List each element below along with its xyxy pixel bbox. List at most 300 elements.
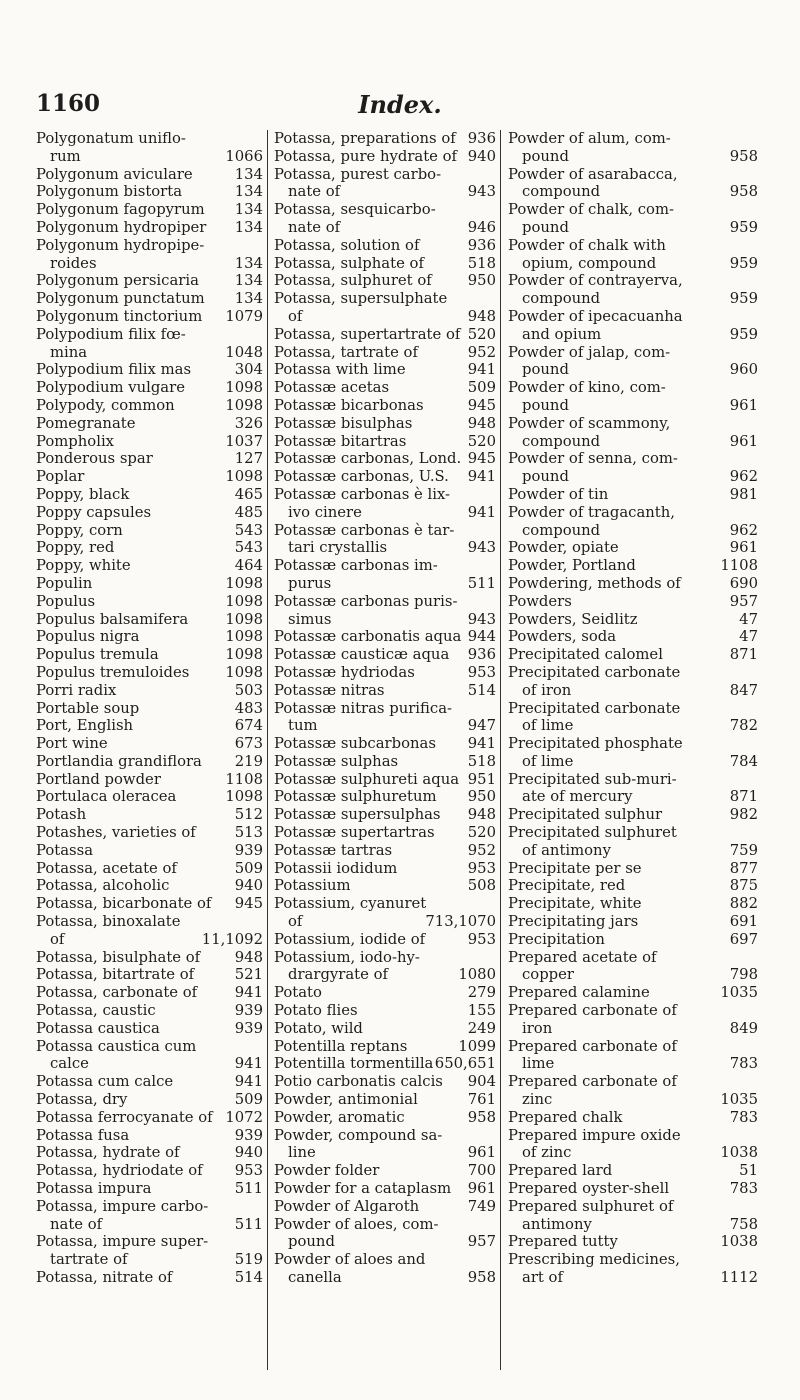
entry-page-ref: 945: [467, 396, 496, 414]
index-entry: [508, 290, 762, 308]
index-entry: [508, 183, 762, 201]
entry-term: lime: [522, 1055, 555, 1073]
entry-page-ref: 950: [467, 788, 496, 806]
index-entry: [36, 806, 267, 824]
index-entry: [36, 628, 267, 646]
index-entry: [36, 361, 267, 379]
index-entry: [508, 1144, 762, 1162]
entry-page-ref: 951: [467, 770, 496, 788]
index-entry: [36, 397, 267, 415]
entry-page-ref: 939: [234, 1002, 263, 1020]
index-entry: [508, 1216, 762, 1234]
entry-term: Potassa, hydrate of: [36, 1144, 180, 1162]
entry-term: Populus balsamifera: [36, 610, 189, 628]
entry-term: Powder folder: [274, 1162, 380, 1180]
entry-term: Potassæ bisulphas: [274, 414, 413, 432]
index-entry: [36, 1251, 267, 1269]
entry-term: Polypodium filix mas: [36, 361, 192, 379]
index-column-1: [36, 130, 268, 1370]
entry-page-ref: 520: [467, 824, 496, 842]
index-entry: [274, 539, 500, 557]
index-entry: [36, 522, 267, 540]
index-entry: [274, 361, 500, 379]
entry-term: art of: [522, 1269, 563, 1286]
index-entry: [36, 1233, 267, 1251]
index-entry: [274, 1216, 500, 1234]
entry-page-ref: 936: [467, 646, 496, 664]
entry-term: Potassa, bicarbonate of: [36, 895, 212, 913]
index-entry: [36, 308, 267, 326]
entry-page-ref: 697: [729, 930, 758, 948]
index-entry: [36, 877, 267, 895]
index-entry: [274, 1180, 500, 1198]
index-entry: [508, 824, 762, 842]
entry-page-ref: 959: [729, 218, 758, 236]
entry-page-ref: 134: [234, 201, 263, 219]
entry-page-ref: 134: [234, 165, 263, 183]
entry-page-ref: 249: [467, 1019, 496, 1037]
index-entry: [36, 664, 267, 682]
entry-page-ref: 948: [467, 806, 496, 824]
index-entry: [508, 522, 762, 540]
entry-term: Potassa, sulphuret of: [274, 272, 432, 290]
entry-term: Prepared carbonate of: [508, 1002, 677, 1020]
entry-page-ref: 946: [467, 218, 496, 236]
index-entry: [508, 1073, 762, 1091]
entry-page-ref: 465: [234, 485, 263, 503]
page-title: Index.: [358, 90, 442, 119]
entry-page-ref: 1072: [225, 1108, 263, 1126]
entry-page-ref: 1112: [720, 1269, 758, 1286]
index-entry: [36, 1020, 267, 1038]
entry-term: Polygonum bistorta: [36, 183, 183, 201]
entry-term: Potassa, bitartrate of: [36, 966, 195, 984]
index-entry: [274, 326, 500, 344]
entry-page-ref: 543: [234, 539, 263, 557]
entry-term: Powder of tragacanth,: [508, 503, 675, 521]
entry-term: Potassæ carbonas, U.S.: [274, 468, 449, 486]
entry-term: Potassæ bicarbonas: [274, 396, 424, 414]
entry-term: Populus tremuloides: [36, 663, 190, 681]
entry-term: Potash: [36, 806, 87, 824]
entry-term: Potassa, preparations of: [274, 130, 456, 147]
entry-page-ref: 134: [234, 183, 263, 201]
index-entry: [36, 183, 267, 201]
entry-term: Pomegranate: [36, 414, 136, 432]
entry-term: Potassa caustica: [36, 1019, 160, 1037]
entry-page-ref: 512: [234, 806, 263, 824]
index-entry: [36, 646, 267, 664]
entry-term: Powder, compound sa-: [274, 1126, 443, 1144]
entry-term: Powder of chalk, com-: [508, 201, 674, 219]
entry-page-ref: 783: [729, 1055, 758, 1073]
index-entry: [274, 1198, 500, 1216]
entry-term: ivo cinere: [288, 503, 362, 521]
entry-term: Precipitating jars: [508, 913, 639, 931]
index-entry: [274, 522, 500, 540]
index-entry: [508, 219, 762, 237]
index-column-3: [508, 130, 762, 1370]
index-entry: [274, 255, 500, 273]
index-entry: [508, 1162, 762, 1180]
index-entry: [508, 984, 762, 1002]
entry-term: Poppy, corn: [36, 521, 123, 539]
entry-page-ref: 11,1092: [201, 930, 263, 948]
index-entry: [274, 415, 500, 433]
index-entry: [274, 628, 500, 646]
entry-page-ref: 1108: [225, 770, 263, 788]
entry-page-ref: 1098: [225, 610, 263, 628]
index-entry: [508, 717, 762, 735]
entry-term: Potassa, purest carbo-: [274, 165, 442, 183]
entry-page-ref: 1048: [225, 343, 263, 361]
index-entry: [508, 415, 762, 433]
entry-page-ref: 519: [234, 1251, 263, 1269]
entry-page-ref: 953: [467, 859, 496, 877]
index-entry: [36, 1144, 267, 1162]
index-entry: [274, 272, 500, 290]
entry-term: Port, English: [36, 717, 134, 735]
index-entry: [36, 717, 267, 735]
entry-term: pound: [522, 361, 569, 379]
entry-page-ref: 514: [467, 681, 496, 699]
entry-term: Populus nigra: [36, 628, 140, 646]
entry-page-ref: 1108: [720, 557, 758, 575]
entry-term: Precipitated carbonate: [508, 663, 681, 681]
index-entry: [508, 860, 762, 878]
entry-page-ref: 944: [467, 628, 496, 646]
entry-term: Potassium, cyanuret: [274, 895, 427, 913]
index-entry: [508, 931, 762, 949]
index-entry: [508, 771, 762, 789]
entry-term: Potassæ causticæ aqua: [274, 646, 450, 664]
index-entry: [274, 183, 500, 201]
index-entry: [508, 1020, 762, 1038]
index-entry: [508, 1251, 762, 1269]
entry-term: Potassæ nitras purifica-: [274, 699, 453, 717]
entry-term: Prepared acetate of: [508, 948, 657, 966]
index-entry: [36, 468, 267, 486]
entry-page-ref: 1038: [720, 1144, 758, 1162]
entry-page-ref: 1079: [225, 307, 263, 325]
index-entry: [36, 1180, 267, 1198]
index-entry: [36, 486, 267, 504]
entry-term: of antimony: [522, 841, 611, 859]
index-entry: [274, 1251, 500, 1269]
entry-term: Potassa, hydriodate of: [36, 1162, 203, 1180]
entry-page-ref: 509: [234, 1091, 263, 1109]
index-entry: [36, 931, 267, 949]
entry-page-ref: 758: [729, 1215, 758, 1233]
entry-term: Precipitated carbonate: [508, 699, 681, 717]
entry-page-ref: 952: [467, 343, 496, 361]
index-entry: [274, 308, 500, 326]
page-header: [0, 90, 800, 124]
entry-term: Powders: [508, 592, 572, 610]
index-entry: [274, 1073, 500, 1091]
index-entry: [36, 219, 267, 237]
entry-page-ref: 513: [234, 824, 263, 842]
entry-term: Precipitated sulphur: [508, 806, 663, 824]
entry-term: Potassa cum calce: [36, 1073, 174, 1091]
entry-page-ref: 940: [467, 147, 496, 165]
index-entry: [274, 575, 500, 593]
entry-term: tum: [288, 717, 318, 735]
index-entry: [274, 344, 500, 362]
index-entry: [36, 949, 267, 967]
index-entry: [36, 682, 267, 700]
entry-page-ref: 134: [234, 290, 263, 308]
index-entry: [508, 913, 762, 931]
entry-term: Potassa, carbonate of: [36, 984, 198, 1002]
index-entry: [274, 664, 500, 682]
entry-page-ref: 936: [467, 130, 496, 147]
entry-term: pound: [288, 1233, 335, 1251]
index-entry: [508, 1002, 762, 1020]
entry-term: iron: [522, 1019, 553, 1037]
index-entry: [508, 877, 762, 895]
entry-page-ref: 155: [467, 1002, 496, 1020]
index-entry: [36, 326, 267, 344]
entry-term: Poppy capsules: [36, 503, 152, 521]
entry-page-ref: 939: [234, 841, 263, 859]
entry-term: Prepared tutty: [508, 1233, 618, 1251]
entry-term: Potassæ bitartras: [274, 432, 407, 450]
index-entry: [36, 504, 267, 522]
entry-page-ref: 784: [729, 752, 758, 770]
index-entry: [508, 1127, 762, 1145]
index-entry: [36, 433, 267, 451]
entry-page-ref: 650,651: [434, 1055, 496, 1073]
entry-term: line: [288, 1144, 316, 1162]
entry-page-ref: 953: [467, 930, 496, 948]
index-entry: [36, 201, 267, 219]
index-entry: [274, 1002, 500, 1020]
entry-page-ref: 674: [234, 717, 263, 735]
entry-page-ref: 941: [234, 1073, 263, 1091]
index-entry: [274, 486, 500, 504]
index-entry: [36, 539, 267, 557]
index-entry: [274, 1091, 500, 1109]
index-entry: [508, 1091, 762, 1109]
entry-term: Powdering, methods of: [508, 574, 681, 592]
entry-term: Polygonum hydropipe-: [36, 236, 205, 254]
index-entry: [508, 361, 762, 379]
entry-term: Powder of contrayerva,: [508, 272, 683, 290]
index-entry: [36, 1002, 267, 1020]
entry-page-ref: 941: [234, 984, 263, 1002]
entry-page-ref: 47: [739, 610, 758, 628]
entry-page-ref: 941: [467, 735, 496, 753]
index-entry: [508, 539, 762, 557]
entry-term: nate of: [288, 183, 341, 201]
index-entry: [508, 272, 762, 290]
entry-term: Potassa, nitrate of: [36, 1269, 173, 1286]
entry-term: antimony: [522, 1215, 592, 1233]
entry-term: Polygonum hydropiper: [36, 218, 207, 236]
index-entry: [508, 700, 762, 718]
entry-page-ref: 503: [234, 681, 263, 699]
entry-term: Powder for a cataplasm: [274, 1180, 452, 1198]
index-entry: [274, 166, 500, 184]
entry-term: Portland powder: [36, 770, 161, 788]
entry-term: Precipitate per se: [508, 859, 642, 877]
entry-term: Powder of aloes and: [274, 1251, 426, 1269]
index-entry: [36, 700, 267, 718]
index-entry: [274, 219, 500, 237]
entry-term: Powder of senna, com-: [508, 450, 678, 468]
entry-page-ref: 961: [467, 1144, 496, 1162]
index-entry: [508, 1109, 762, 1127]
entry-page-ref: 1098: [225, 646, 263, 664]
index-entry: [508, 611, 762, 629]
entry-page-ref: 941: [467, 468, 496, 486]
index-entry: [274, 1055, 500, 1073]
entry-page-ref: 943: [467, 183, 496, 201]
index-entry: [274, 1233, 500, 1251]
entry-term: of: [288, 307, 303, 325]
entry-page-ref: 279: [467, 984, 496, 1002]
entry-page-ref: 134: [234, 272, 263, 290]
entry-term: rum: [50, 147, 81, 165]
entry-term: canella: [288, 1269, 342, 1286]
entry-term: Precipitation: [508, 930, 605, 948]
index-entry: [508, 255, 762, 273]
entry-page-ref: 326: [234, 414, 263, 432]
entry-term: Precipitated calomel: [508, 646, 663, 664]
entry-term: Potassa, supersulphate: [274, 290, 448, 308]
entry-page-ref: 1035: [720, 1091, 758, 1109]
index-entry: [274, 860, 500, 878]
entry-term: opium, compound: [522, 254, 657, 272]
entry-page-ref: 1035: [720, 984, 758, 1002]
entry-term: Potassa, binoxalate: [36, 913, 181, 931]
entry-term: Potassium: [274, 877, 351, 895]
index-entry: [36, 1269, 267, 1287]
index-entry: [508, 682, 762, 700]
entry-page-ref: 959: [729, 254, 758, 272]
index-entry: [508, 575, 762, 593]
entry-term: purus: [288, 574, 332, 592]
entry-page-ref: 948: [467, 414, 496, 432]
index-entry: [508, 1055, 762, 1073]
index-entry: [508, 468, 762, 486]
index-entry: [508, 628, 762, 646]
entry-term: Potassæ hydriodas: [274, 663, 415, 681]
entry-term: Prepared carbonate of: [508, 1073, 677, 1091]
entry-term: Powder of asarabacca,: [508, 165, 678, 183]
entry-term: Potassa, pure hydrate of: [274, 147, 458, 165]
index-entry: [274, 611, 500, 629]
entry-page-ref: 941: [467, 361, 496, 379]
entry-term: Powder, antimonial: [274, 1091, 418, 1109]
entry-term: Potassium, iodide of: [274, 930, 426, 948]
index-entry: [508, 148, 762, 166]
index-entry: [508, 166, 762, 184]
entry-page-ref: 304: [234, 361, 263, 379]
entry-term: Polygonum aviculare: [36, 165, 193, 183]
entry-term: Powder, opiate: [508, 539, 619, 557]
entry-page-ref: 508: [467, 877, 496, 895]
entry-page-ref: 953: [467, 663, 496, 681]
entry-term: Potassa fusa: [36, 1126, 130, 1144]
entry-term: Pompholix: [36, 432, 115, 450]
index-entry: [274, 717, 500, 735]
index-entry: [274, 557, 500, 575]
entry-term: Potassæ nitras: [274, 681, 385, 699]
entry-term: Potio carbonatis calcis: [274, 1073, 443, 1091]
entry-term: Prescribing medicines,: [508, 1251, 680, 1269]
index-entry: [274, 1269, 500, 1287]
entry-term: Powder of jalap, com-: [508, 343, 671, 361]
entry-page-ref: 713,1070: [425, 913, 496, 931]
index-entry: [36, 130, 267, 148]
index-entry: [36, 1198, 267, 1216]
index-entry: [508, 1180, 762, 1198]
entry-term: Potassa with lime: [274, 361, 406, 379]
entry-term: Potassii iodidum: [274, 859, 398, 877]
entry-term: Polypodium vulgare: [36, 379, 185, 397]
entry-term: Potassæ carbonas im-: [274, 557, 438, 575]
entry-term: Potassæ carbonas puris-: [274, 592, 458, 610]
index-entry: [508, 344, 762, 362]
entry-page-ref: 948: [467, 307, 496, 325]
entry-term: Polygonum tinctorium: [36, 307, 203, 325]
entry-term: pound: [522, 147, 569, 165]
index-entry: [508, 1233, 762, 1251]
entry-term: Potassæ supersulphas: [274, 806, 441, 824]
entry-term: Powder of Algaroth: [274, 1197, 420, 1215]
entry-page-ref: 798: [729, 966, 758, 984]
index-entry: [508, 895, 762, 913]
entry-term: Potassa, alcoholic: [36, 877, 170, 895]
index-entry: [36, 788, 267, 806]
entry-term: Prepared chalk: [508, 1108, 623, 1126]
entry-page-ref: 1099: [458, 1037, 496, 1055]
entry-term: Prepared oyster-shell: [508, 1180, 670, 1198]
entry-term: compound: [522, 290, 601, 308]
entry-term: Powders, soda: [508, 628, 617, 646]
index-entry: [274, 1127, 500, 1145]
index-entry: [508, 326, 762, 344]
entry-term: Potassæ carbonas è tar-: [274, 521, 455, 539]
entry-term: Potentilla tormentilla: [274, 1055, 434, 1073]
entry-term: Potassa, tartrate of: [274, 343, 418, 361]
index-entry: [508, 433, 762, 451]
entry-page-ref: 1066: [225, 147, 263, 165]
entry-term: Powder of scammony,: [508, 414, 671, 432]
entry-term: calce: [50, 1055, 89, 1073]
index-entry: [274, 148, 500, 166]
index-entry: [36, 272, 267, 290]
entry-term: Prepared calamine: [508, 984, 650, 1002]
entry-page-ref: 958: [729, 183, 758, 201]
entry-term: pound: [522, 468, 569, 486]
entry-term: Potassa, dry: [36, 1091, 128, 1109]
entry-term: Powder, Portland: [508, 557, 636, 575]
index-entry: [36, 860, 267, 878]
entry-term: Potassa: [36, 841, 94, 859]
entry-term: Potassæ sulphuretum: [274, 788, 437, 806]
index-entry: [508, 753, 762, 771]
entry-term: Potassæ carbonatis aqua: [274, 628, 462, 646]
entry-term: Potato, wild: [274, 1019, 363, 1037]
entry-page-ref: 1098: [225, 628, 263, 646]
index-entry: [274, 646, 500, 664]
entry-term: roides: [50, 254, 97, 272]
index-entry: [36, 966, 267, 984]
entry-page-ref: 849: [729, 1019, 758, 1037]
